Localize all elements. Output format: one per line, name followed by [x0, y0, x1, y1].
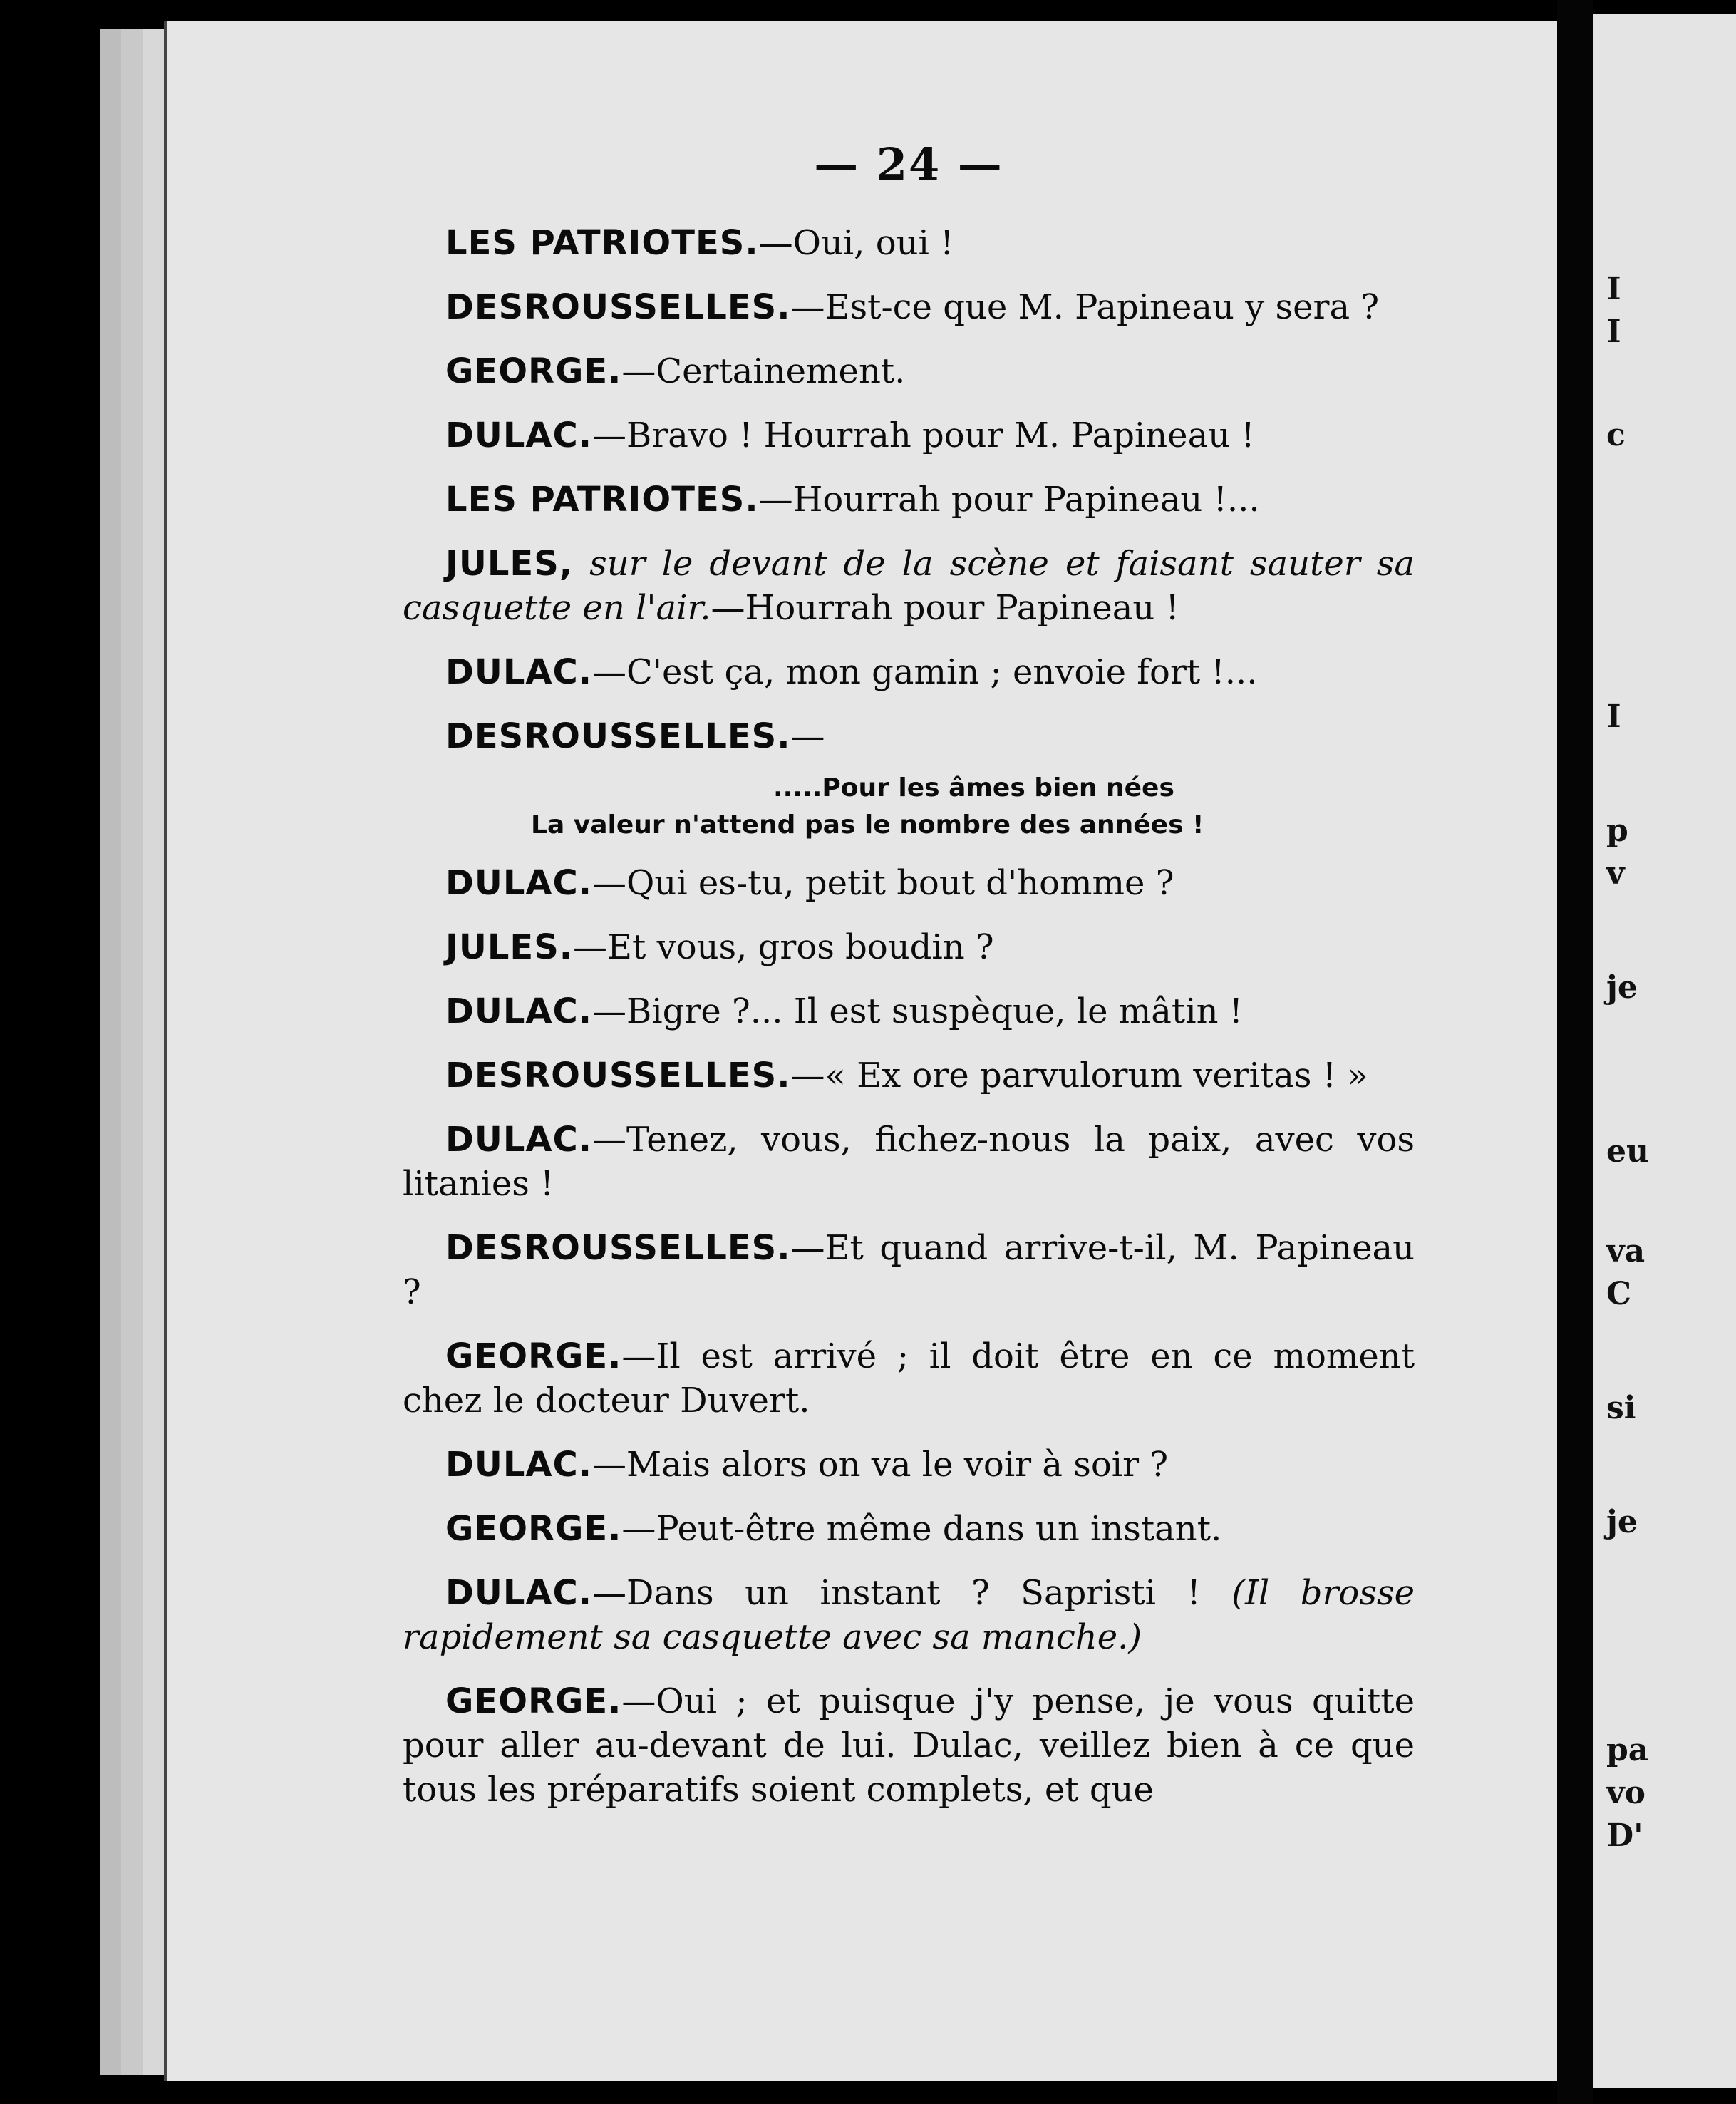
right-page-fragment: I: [1606, 314, 1621, 350]
speaker-name: DULAC.: [445, 991, 593, 1031]
dialogue-line: [403, 542, 1415, 630]
right-page-fragment: vo: [1606, 1775, 1645, 1811]
stage-direction: (Il brosse rapidement sa casquette avec sa manche.): [403, 1573, 1415, 1657]
verse-line: .....Pour les âmes bien nées: [773, 773, 1174, 803]
dialogue-text: —Est-ce que M. Papineau y sera ?: [790, 287, 1380, 327]
speaker-name: DULAC.: [445, 863, 593, 903]
dialogue-text: —C'est ça, mon gamin ; envoie fort !...: [592, 652, 1258, 692]
dialogue-text: —Mais alors on va le voir à soir ?: [592, 1445, 1169, 1485]
dialogue-text: —Tenez, vous, fichez-nous la paix, avec vos litanies !: [403, 1120, 1415, 1204]
right-page-fragment: D': [1606, 1817, 1643, 1854]
speaker-name: LES PATRIOTES.: [445, 480, 759, 520]
speaker-name: JULES.: [445, 927, 574, 967]
dialogue-line: [403, 1679, 1415, 1812]
speaker-name: JULES,: [445, 544, 574, 584]
book-gutter: [1557, 0, 1593, 2104]
dialogue-line: [403, 1053, 1415, 1098]
dialogue-line: [403, 989, 1415, 1033]
speaker-name: GEORGE.: [445, 351, 622, 391]
dialogue-line: [403, 1443, 1415, 1487]
dialogue-line: [403, 1507, 1415, 1551]
dialogue-text: —Hourrah pour Papineau !...: [758, 480, 1260, 520]
dialogue-line: [403, 861, 1415, 905]
speaker-name: DULAC.: [445, 1573, 593, 1613]
dialogue-text: —Bigre ?... Il est suspèque, le mâtin !: [592, 991, 1244, 1031]
speaker-name: DESROUSSELLES.: [445, 716, 791, 756]
dialogue-line: [403, 478, 1415, 522]
dialogue-text: —Oui, oui !: [758, 223, 954, 263]
speaker-name: GEORGE.: [445, 1336, 622, 1376]
right-page-fragment: pa: [1606, 1732, 1649, 1768]
speaker-name: GEORGE.: [445, 1509, 622, 1549]
dialogue-line: [403, 1571, 1415, 1659]
right-page-fragment: p: [1606, 813, 1628, 849]
right-page-fragment: C: [1606, 1276, 1632, 1312]
right-page-fragment: si: [1606, 1390, 1636, 1426]
speaker-name: DULAC.: [445, 416, 593, 455]
dialogue-text: —: [790, 716, 825, 756]
dialogue-line: [403, 413, 1415, 458]
speaker-name: DULAC.: [445, 1120, 593, 1160]
dialogue-line: [403, 1226, 1415, 1314]
dialogue-text: —Oui ; et puisque j'y pense, je vous quitte pour aller au-devant de lui. Dulac, veillez bien à ce que tous les préparatifs soient complets, et que: [403, 1681, 1415, 1810]
verse-line: La valeur n'attend pas le nombre des années !: [531, 810, 1204, 840]
dialogue-line: [403, 1334, 1415, 1423]
dialogue-text: —« Ex ore parvulorum veritas ! »: [790, 1056, 1368, 1095]
dialogue-text: —Qui es-tu, petit bout d'homme ?: [592, 863, 1174, 903]
speaker-name: GEORGE.: [445, 1681, 622, 1721]
page-edge: [143, 29, 166, 2075]
verse-quotation: [403, 770, 1415, 844]
dialogue-text: —Et vous, gros boudin ?: [573, 927, 994, 967]
right-page-fragment: c: [1606, 417, 1626, 453]
right-page-fragment: eu: [1606, 1133, 1649, 1170]
dialogue-text: —Et quand arrive-t-il, M. Papineau ?: [403, 1228, 1415, 1312]
speaker-name: DULAC.: [445, 652, 593, 692]
dialogue-text: —Bravo ! Hourrah pour M. Papineau !: [592, 416, 1255, 455]
speaker-name: DULAC.: [445, 1445, 593, 1485]
stage-direction: sur le devant de la scène et faisant sauter sa casquette en l'air.: [403, 544, 1415, 628]
dialogue-text: —Peut-être même dans un instant.: [621, 1509, 1222, 1549]
dialogue-text: —Dans un instant ? Sapristi !: [592, 1573, 1232, 1613]
right-page-fragment: v: [1606, 855, 1625, 892]
right-page-fragment: je: [1606, 1504, 1638, 1540]
dialogue-line: [403, 285, 1415, 329]
page-number: — 24 —: [814, 138, 1003, 190]
right-page-fragment: va: [1606, 1233, 1645, 1269]
dialogue-line: [403, 1118, 1415, 1206]
dialogue-line: [403, 714, 1415, 758]
page-text: [403, 138, 1415, 1832]
dialogue-line: [403, 349, 1415, 393]
right-page-fragment: I: [1606, 271, 1621, 307]
page-edge: [100, 29, 123, 2075]
right-page-margin: [1593, 14, 1736, 2088]
dialogue-text: —Hourrah pour Papineau !: [711, 588, 1179, 628]
speaker-name: DESROUSSELLES.: [445, 1228, 791, 1268]
speaker-name: DESROUSSELLES.: [445, 287, 791, 327]
right-page-fragment: je: [1606, 969, 1638, 1006]
dialogue-text: —Certainement.: [621, 351, 906, 391]
speaker-name: DESROUSSELLES.: [445, 1056, 791, 1095]
dialogue-line: [403, 925, 1415, 969]
right-page-fragment: I: [1606, 698, 1621, 735]
dialogue-line: [403, 221, 1415, 265]
dialogue-line: [403, 650, 1415, 694]
speaker-name: LES PATRIOTES.: [445, 223, 759, 263]
page-edge: [121, 29, 145, 2075]
dialogue-text: —Il est arrivé ; il doit être en ce moment chez le docteur Duvert.: [403, 1336, 1415, 1420]
